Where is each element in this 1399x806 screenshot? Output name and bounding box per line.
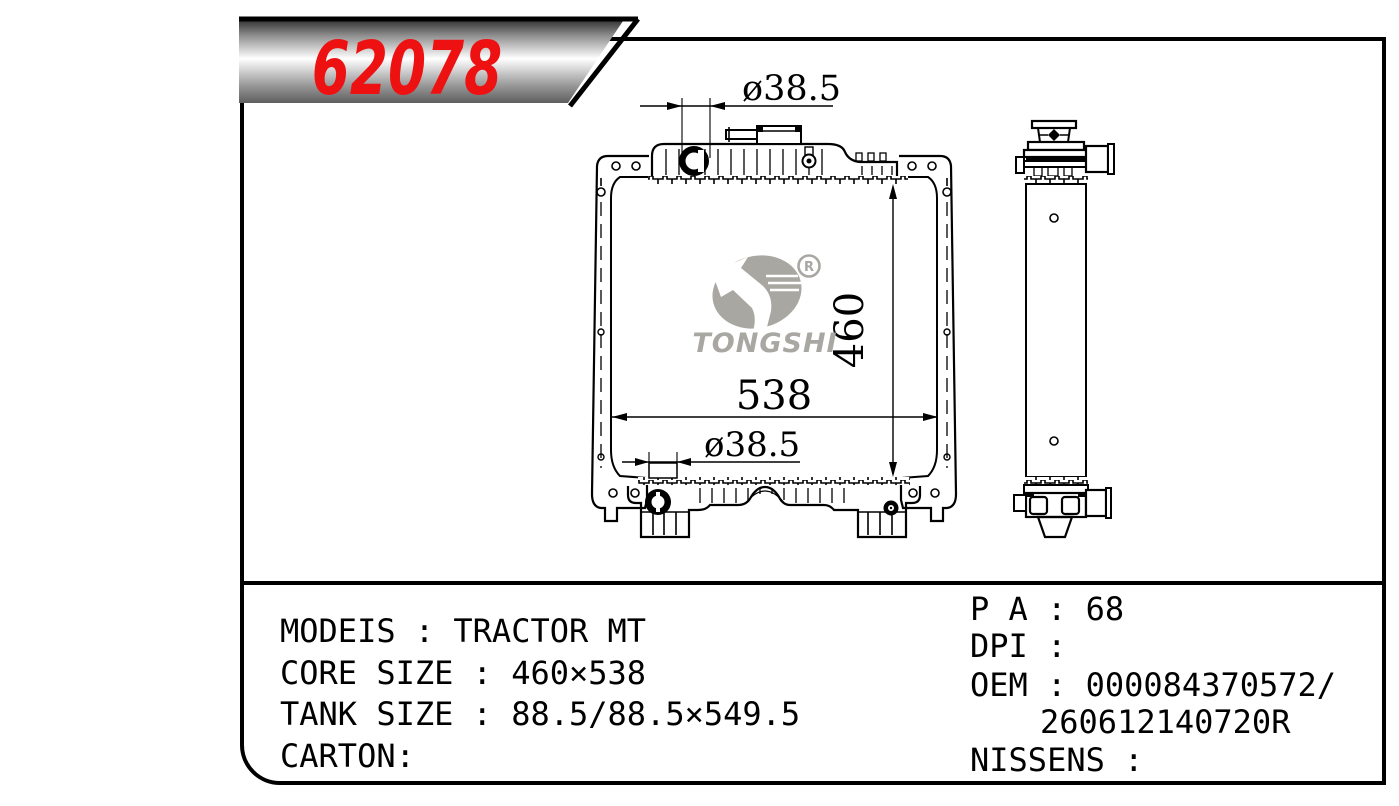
bottom-bracket — [1038, 517, 1072, 537]
bottom-tank — [628, 463, 920, 537]
overflow-fitting — [726, 126, 801, 144]
right-drain — [884, 501, 899, 516]
right-side-frame — [899, 156, 956, 521]
filler-neck — [679, 146, 709, 176]
tongshi-watermark — [692, 246, 837, 359]
section-divider — [242, 581, 1386, 585]
side-view — [1014, 121, 1114, 537]
radiator-cap — [1032, 121, 1076, 142]
dim-bottom-diameter-label: ø38.5 — [704, 425, 801, 465]
bottom-gasket-serration — [638, 477, 910, 485]
part-number: 62078 — [311, 26, 503, 110]
upper-inlet-pipe — [1086, 146, 1108, 172]
lower-outlet-pipe — [1086, 490, 1106, 516]
spec-core-size: CORE SIZE : 460×538 — [280, 654, 647, 692]
vent-fitting — [803, 147, 816, 168]
side-bottom-tank — [1014, 477, 1111, 537]
side-top-tank — [1016, 142, 1114, 184]
dim-core-height-label: 460 — [827, 291, 873, 369]
outlet-stub — [649, 463, 677, 478]
spec-dpi: DPI : — [970, 627, 1067, 665]
dim-bottom-diameter — [622, 425, 800, 470]
radiator-drawing — [555, 70, 1135, 550]
side-body — [1026, 184, 1086, 477]
spec-pa: P A : 68 — [970, 590, 1125, 628]
spec-nissens: NISSENS : — [970, 741, 1144, 779]
spec-model: MODEIS : TRACTOR MT — [280, 612, 647, 650]
spec-carton: CARTON: — [280, 737, 415, 775]
logo-brand-text: TONGSHI — [692, 328, 838, 359]
top-tank — [648, 126, 908, 184]
left-side-frame — [592, 156, 649, 521]
spec-tank-size: TANK SIZE : 88.5/88.5×549.5 — [280, 695, 801, 733]
spec-oem: OEM : 000084370572/ — [970, 666, 1337, 704]
registered-mark-letter: R — [803, 260, 815, 275]
dim-core-width — [612, 373, 938, 421]
dim-top-diameter-label: ø38.5 — [742, 70, 842, 109]
spec-oem-line2: 260612140720R — [1040, 703, 1291, 741]
left-outlet — [645, 489, 671, 515]
top-gasket-serration — [648, 176, 908, 184]
dim-core-width-label: 538 — [735, 373, 813, 419]
